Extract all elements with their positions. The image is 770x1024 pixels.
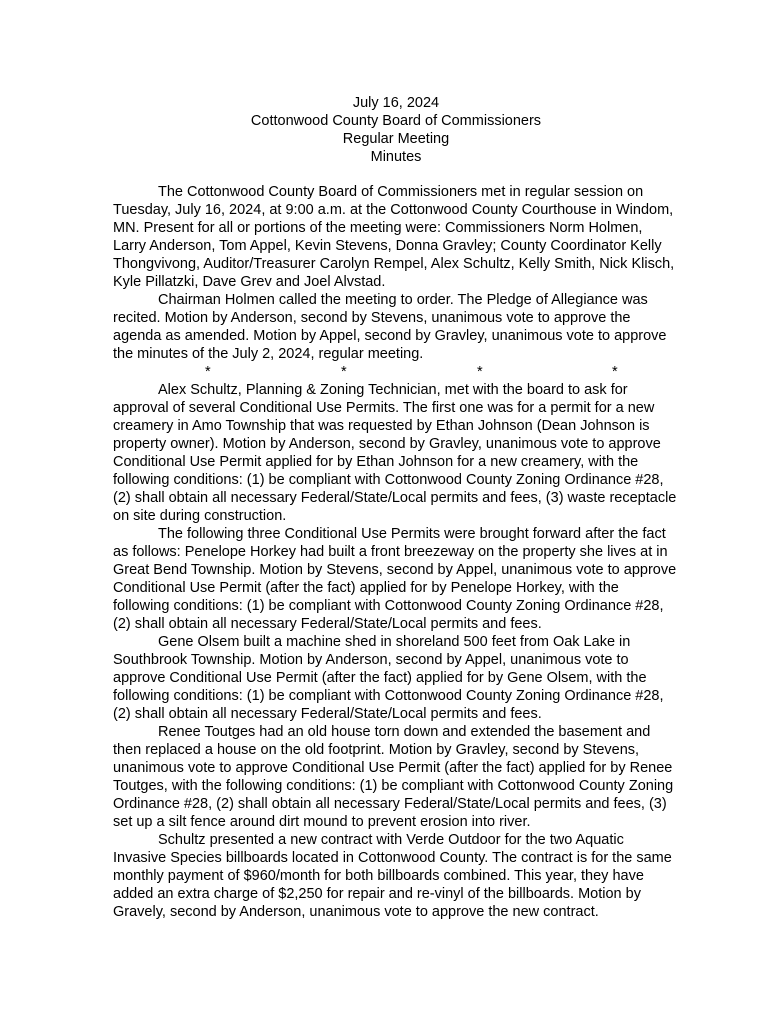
minutes-body	[113, 183, 679, 921]
separator-asterisk: *	[477, 364, 483, 380]
paragraph-cup-horkey: The following three Conditional Use Permits were brought forward after the fact as follows: Penelope Horkey had built a front breezeway on the property she lives at in Great Bend Township. Motion by Stevens, second by Appel, unanimous vote to approve Conditional Use Permit (after the fact) applied for by Penelope Horkey, with the following conditions: (1) be compliant with Cottonwood County Zoning Ordinance #28, (2) shall obtain all necessary Federal/State/Local permits and fees.	[113, 526, 677, 632]
separator-asterisk: *	[612, 364, 618, 380]
section-separator	[113, 363, 679, 381]
paragraph-cup-toutges: Renee Toutges had an old house torn down and extended the basement and then replaced a house on the old footprint. Motion by Gravley, second by Stevens, unanimous vote to approve Conditional Use Permit (after the fact) applied for by Renee Toutges, with the following conditions: (1) be compliant with Cottonwood County Zoning Ordinance #28, (2) shall obtain all necessary Federal/State/Local permits and fees, (3) set up a silt fence around dirt mound to prevent erosion into river.	[113, 724, 674, 830]
paragraph-attendance: The Cottonwood County Board of Commissioners met in regular session on Tuesday, July 16, 2024, at 9:00 a.m. at the Cottonwood County Courthouse in Windom, MN. Present for all or portions of the meeting were: Commissioners Norm Holmen, Larry Anderson, Tom Appel, Kevin Stevens, Donna Gravley; County Coordinator Kelly Thongvivong, Auditor/Treasurer Carolyn Rempel, Alex Schultz, Kelly Smith, Nick Klisch, Kyle Pillatzki, Dave Grev and Joel Alvstad.	[113, 184, 675, 290]
document-header	[0, 94, 770, 166]
separator-asterisk: *	[205, 364, 211, 380]
paragraph-billboard-contract: Schultz presented a new contract with Verde Outdoor for the two Aquatic Invasive Species billboards located in Cottonwood County. The contract is for the same monthly payment of $960/month for both billboards combined. This year, they have added an extra charge of $2,250 for repair and re-vinyl of the billboards. Motion by Gravely, second by Anderson, unanimous vote to approve the new contract.	[113, 832, 672, 920]
meeting-type: Regular Meeting	[342, 131, 450, 147]
board-name: Cottonwood County Board of Commissioners	[250, 113, 542, 129]
paragraph-cup-olsem: Gene Olsem built a machine shed in shoreland 500 feet from Oak Lake in Southbrook Township. Motion by Anderson, second by Appel, unanimous vote to approve Conditional Use Permit (after the fact) applied for by Gene Olsem, with the following conditions: (1) be compliant with Cottonwood County Zoning Ordinance #28, (2) shall obtain all necessary Federal/State/Local permits and fees.	[113, 634, 664, 722]
paragraph-cup-creamery: Alex Schultz, Planning & Zoning Technician, met with the board to ask for approval of several Conditional Use Permits. The first one was for a permit for a new creamery in Amo Township that was requested by Ethan Johnson (Dean Johnson is property owner). Motion by Anderson, second by Gravley, unanimous vote to approve Conditional Use Permit applied for by Ethan Johnson for a new creamery, with the following conditions: (1) be compliant with Cottonwood County Zoning Ordinance #28, (2) shall obtain all necessary Federal/State/Local permits and fees, (3) waste receptacle on site during construction.	[113, 382, 677, 524]
meeting-date: July 16, 2024	[352, 95, 440, 111]
document-type: Minutes	[370, 149, 422, 165]
separator-asterisk: *	[341, 364, 347, 380]
paragraph-call-to-order: Chairman Holmen called the meeting to order. The Pledge of Allegiance was recited. Motion by Anderson, second by Stevens, unanimous vote to approve the agenda as amended. Motion by Appel, second by Gravley, unanimous vote to approve the minutes of the July 2, 2024, regular meeting.	[113, 292, 667, 362]
